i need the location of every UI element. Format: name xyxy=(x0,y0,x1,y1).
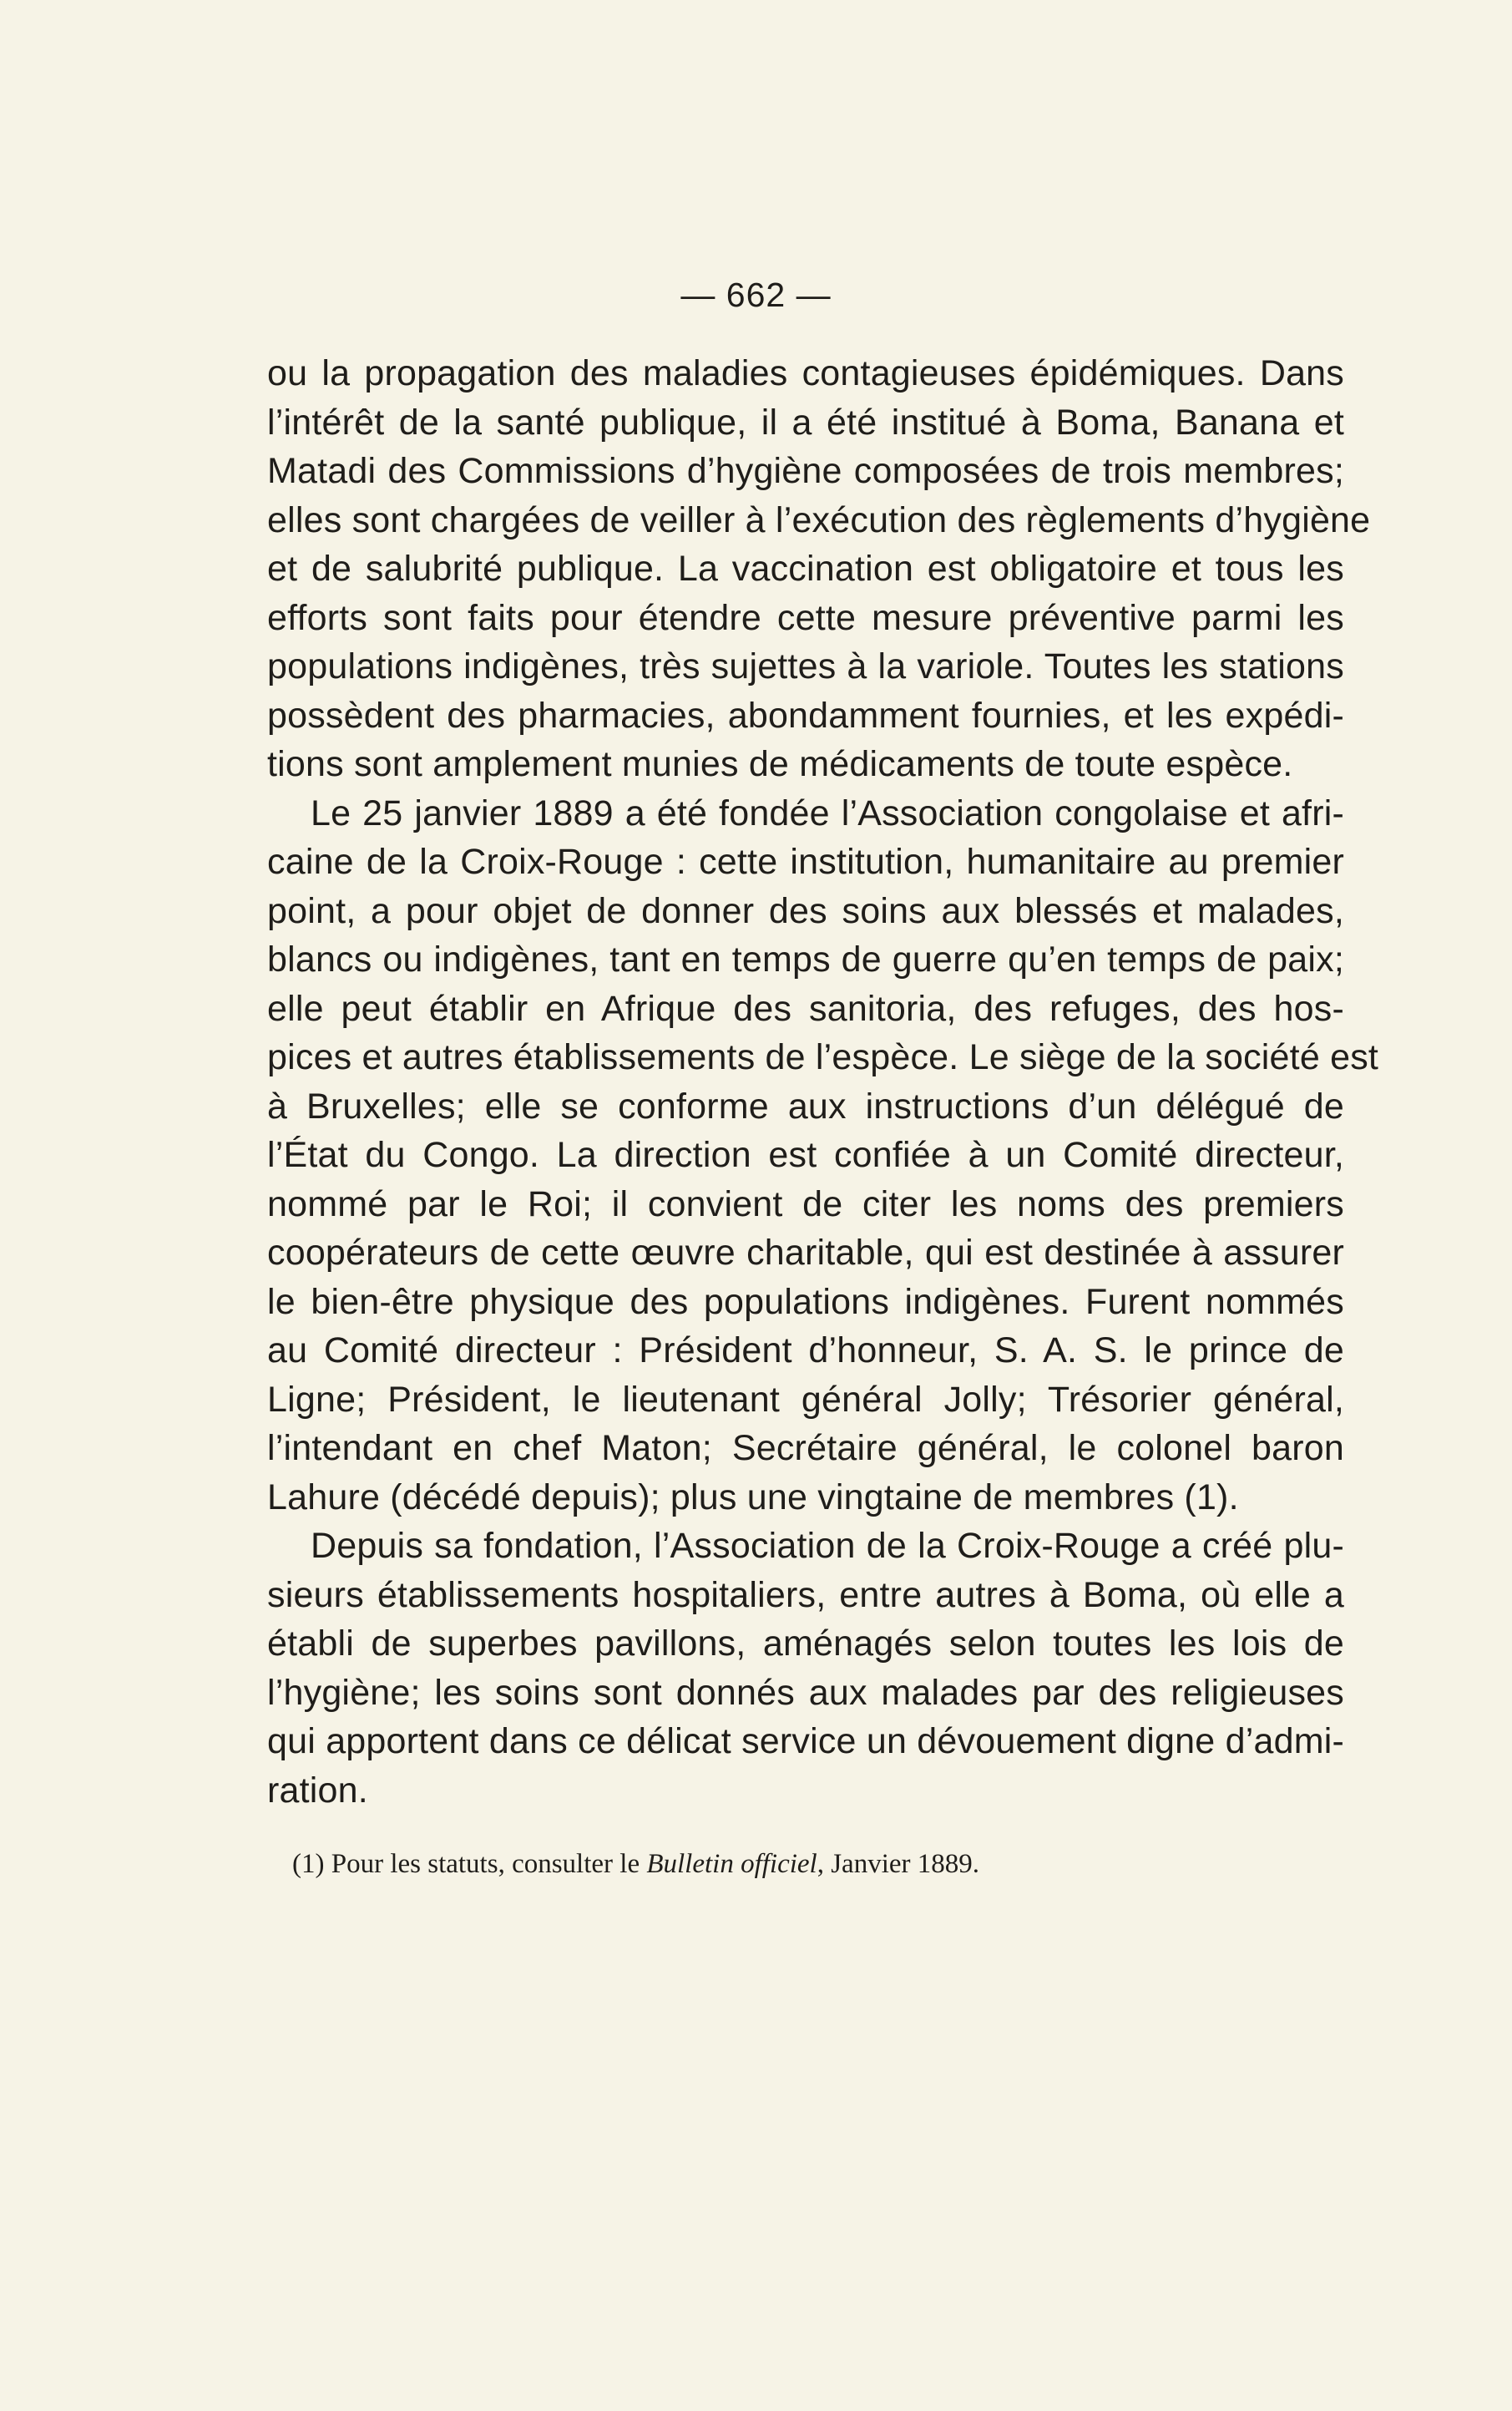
paragraph-1 xyxy=(267,349,1371,789)
text-line: elles sont chargées de veiller à l’exécution des règlements d’hygiène xyxy=(267,499,1371,540)
footnote xyxy=(292,1846,1127,1882)
text-line: l’État du Congo. La direction est confiée à un Comité directeur, xyxy=(267,1135,1344,1175)
text-line: l’hygiène; les soins sont donnés aux malades par des religieuses xyxy=(267,1672,1344,1713)
text-line: coopérateurs de cette œuvre charitable, qui est destinée à assurer xyxy=(267,1233,1344,1273)
body-text xyxy=(267,349,1379,1815)
text-line: l’intérêt de la santé publique, il a été institué à Boma, Banana et xyxy=(267,402,1344,443)
text-line: nommé par le Roi; il convient de citer les noms des premiers xyxy=(267,1183,1344,1224)
footnote-title: Bulletin officiel xyxy=(646,1849,817,1879)
text-line: Depuis sa fondation, l’Association de la Croix-Rouge a créé plu- xyxy=(311,1526,1344,1566)
text-line: Lahure (décédé depuis); plus une vingtaine de membres (1). xyxy=(267,1476,1239,1517)
text-line: possèdent des pharmacies, abondamment fournies, et les expédi- xyxy=(267,695,1344,736)
text-line: Ligne; Président, le lieutenant général Jolly; Trésorier général, xyxy=(267,1379,1344,1420)
text-line: au Comité directeur : Président d’honneur, S. A. S. le prince de xyxy=(267,1330,1344,1370)
paragraph-3 xyxy=(267,1522,1344,1815)
text-line: Matadi des Commissions d’hygiène composées de trois membres; xyxy=(267,451,1344,491)
text-line: sieurs établissements hospitaliers, entre autres à Boma, où elle a xyxy=(267,1574,1344,1615)
text-line: qui apportent dans ce délicat service un dévouement digne d’admi- xyxy=(267,1721,1344,1761)
text-line: le bien-être physique des populations indigènes. Furent nommés xyxy=(267,1281,1344,1322)
text-line: point, a pour objet de donner des soins aux blessés et malades, xyxy=(267,890,1344,931)
text-line: efforts sont faits pour étendre cette mesure préventive parmi les xyxy=(267,597,1344,638)
text-line: l’intendant en chef Maton; Secrétaire général, le colonel baron xyxy=(267,1428,1344,1468)
text-line: ration. xyxy=(267,1770,368,1811)
text-line: à Bruxelles; elle se conforme aux instructions d’un délégué de xyxy=(267,1086,1344,1127)
text-line: établi de superbes pavillons, aménagés selon toutes les lois de xyxy=(267,1623,1344,1664)
text-line: elle peut établir en Afrique des sanitoria, des refuges, des hos- xyxy=(267,988,1344,1029)
footnote-suffix: , Janvier 1889. xyxy=(817,1849,980,1879)
text-line: Le 25 janvier 1889 a été fondée l’Association congolaise et afri- xyxy=(311,793,1344,833)
text-line: caine de la Croix-Rouge : cette institution, humanitaire au premier xyxy=(267,842,1344,882)
text-line: pices et autres établissements de l’espèce. Le siège de la société est xyxy=(267,1037,1379,1077)
text-line: blancs ou indigènes, tant en temps de guerre qu’en temps de paix; xyxy=(267,940,1344,980)
text-line: tions sont amplement munies de médicaments de toute espèce. xyxy=(267,744,1293,784)
footnote-prefix: (1) Pour les statuts, consulter le xyxy=(292,1849,647,1879)
paragraph-2 xyxy=(267,789,1379,1522)
text-line: ou la propagation des maladies contagieuses épidémiques. Dans xyxy=(267,353,1344,393)
text-line: populations indigènes, très sujettes à la variole. Toutes les stations xyxy=(267,646,1344,686)
page-number: — 662 — xyxy=(680,276,832,314)
text-line: et de salubrité publique. La vaccination est obligatoire et tous les xyxy=(267,549,1344,589)
